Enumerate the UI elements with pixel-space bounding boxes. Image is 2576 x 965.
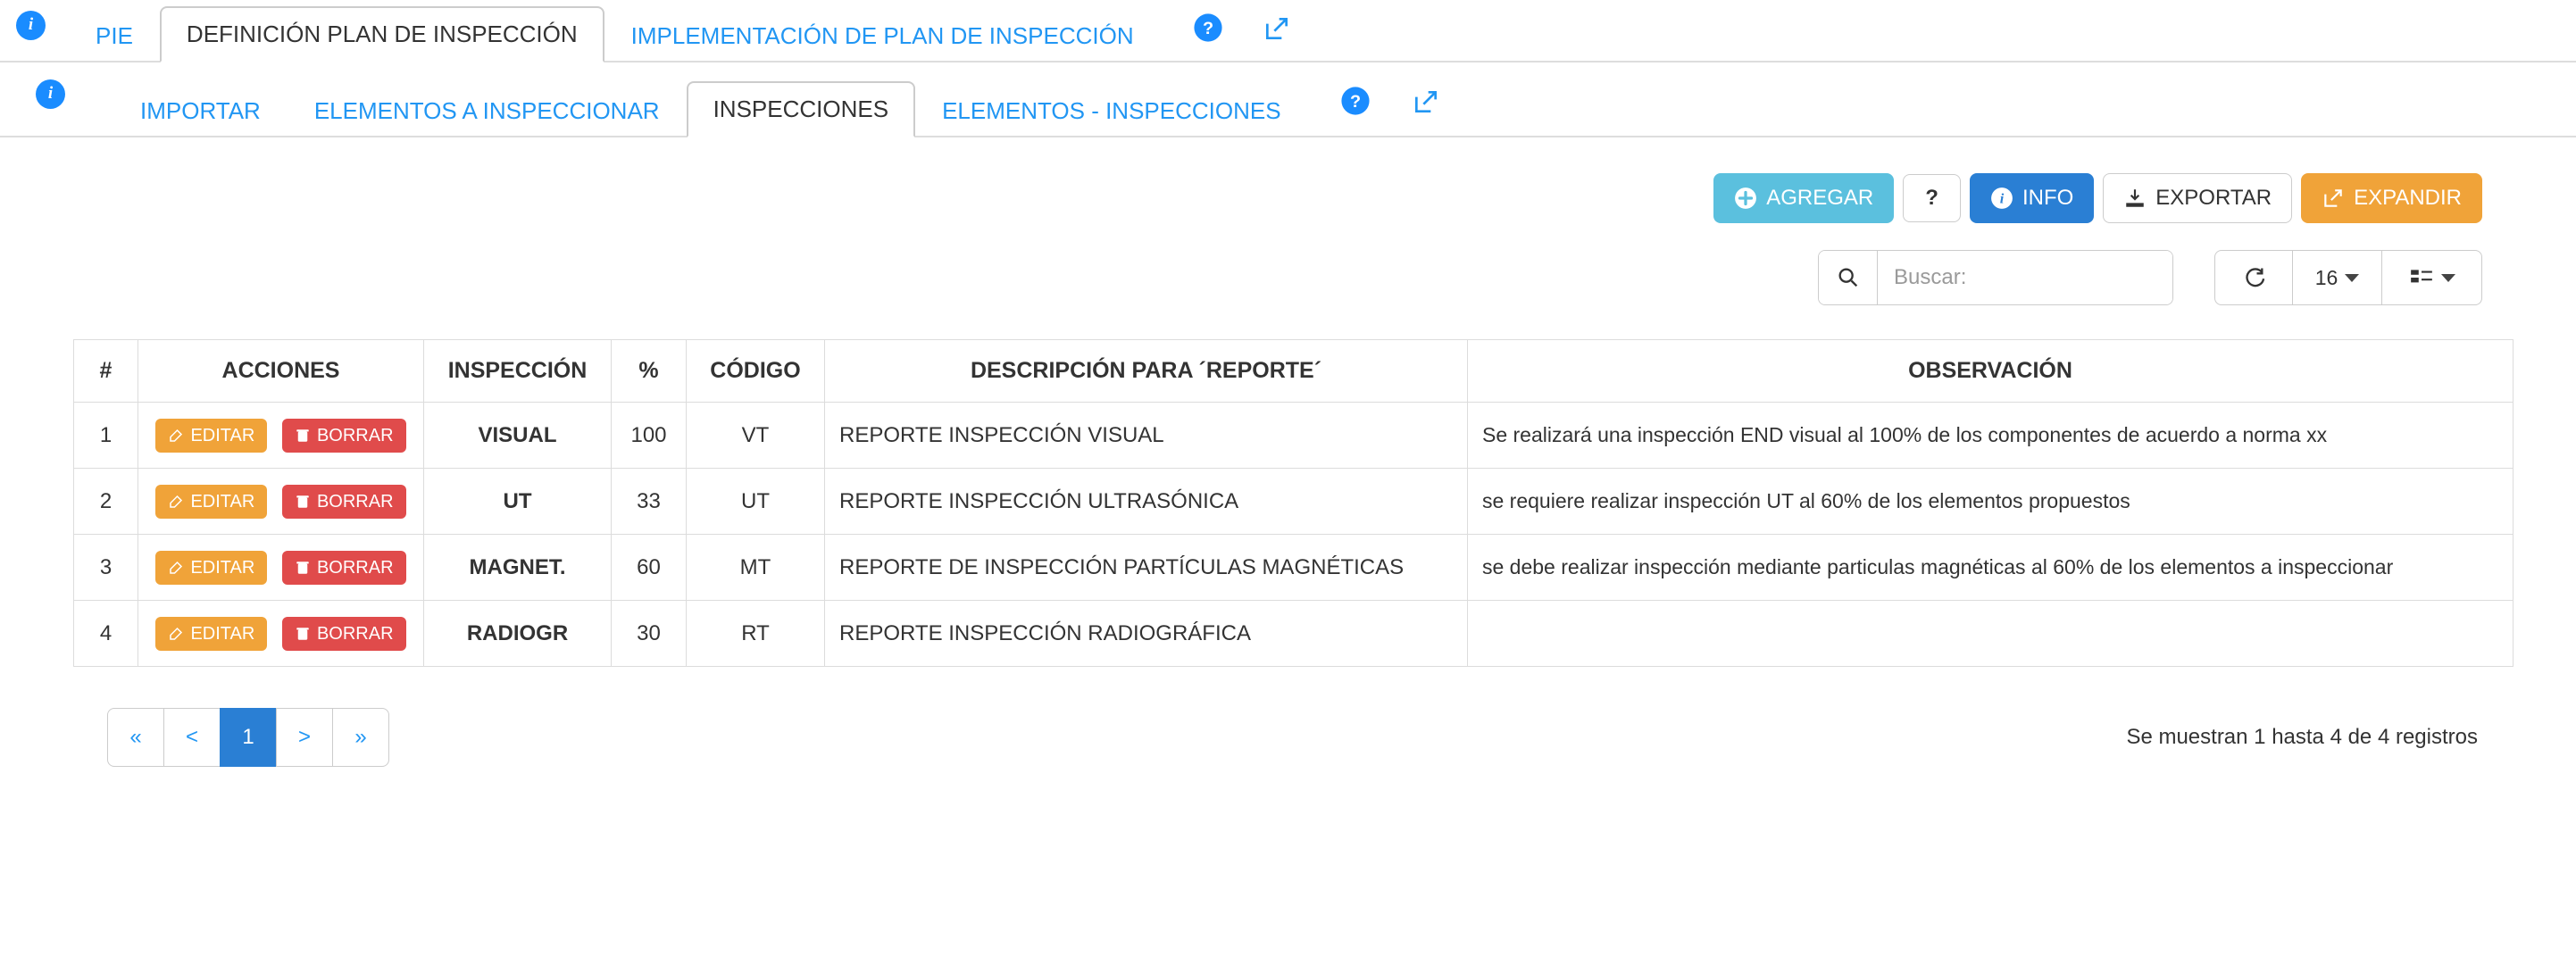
cell-inspeccion: MAGNET. (424, 535, 612, 601)
expand-button[interactable] (2301, 173, 2482, 223)
column-visibility-button[interactable] (2382, 250, 2482, 305)
page-size-select[interactable] (2293, 250, 2382, 305)
help-button[interactable] (1903, 174, 1961, 222)
svg-text:i: i (1999, 190, 2005, 207)
delete-button-label: BORRAR (316, 491, 394, 512)
info-button[interactable] (1970, 173, 2094, 223)
svg-text:?: ? (1349, 92, 1361, 112)
table-row (74, 469, 2513, 535)
page-size-value: 16 (2314, 265, 2338, 289)
expand-button-label: EXPANDIR (2354, 186, 2462, 210)
cell-inspeccion: RADIOGR (424, 601, 612, 667)
question-circle-icon (1193, 12, 1223, 43)
tab-elementos-a-inspeccionar[interactable]: ELEMENTOS A INSPECCIONAR (313, 96, 660, 124)
info-button-label: INFO (2022, 186, 2074, 210)
cell-codigo: RT (687, 601, 825, 667)
export-button-label: EXPORTAR (2155, 186, 2272, 210)
info-circle-icon[interactable]: i (36, 79, 65, 109)
cell-observacion (1468, 601, 2513, 667)
edit-button[interactable] (155, 419, 267, 453)
add-button[interactable] (1713, 173, 1894, 223)
question-circle-icon (1340, 86, 1371, 116)
export-icon (2123, 187, 2147, 210)
pencil-icon (168, 626, 184, 642)
secondary-external-link-button[interactable] (1403, 79, 1449, 125)
tab-definicion-plan-inspeccion[interactable]: DEFINICIÓN PLAN DE INSPECCIÓN (160, 6, 604, 62)
edit-button-label: EDITAR (190, 623, 255, 644)
info-circle-icon[interactable]: i (16, 11, 46, 40)
cell-observacion: Se realizará una inspección END visual al 100% de los componentes de acuerdo a norma xx (1468, 403, 2513, 469)
primary-info-badge-wrap (16, 0, 46, 61)
col-header-porcentaje[interactable]: % (612, 340, 687, 403)
cell-inspeccion: UT (424, 469, 612, 535)
chevron-down-icon (2441, 274, 2455, 282)
trash-icon (295, 626, 311, 642)
search-icon-button[interactable] (1819, 251, 1878, 304)
cell-actions (138, 535, 424, 601)
col-header-codigo[interactable]: CÓDIGO (687, 340, 825, 403)
tab-importar[interactable]: IMPORTAR (140, 96, 261, 124)
col-header-acciones[interactable]: ACCIONES (138, 340, 424, 403)
plus-circle-icon (1734, 187, 1757, 210)
primary-help-icon-wrap[interactable] (1184, 4, 1232, 52)
search-icon (1836, 265, 1861, 290)
table-header-row (74, 340, 2513, 403)
pagination-page-1[interactable]: 1 (220, 708, 277, 767)
table-body (74, 403, 2513, 667)
cell-num: 3 (74, 535, 138, 601)
chevron-down-icon (2345, 274, 2359, 282)
search-group (1818, 250, 2173, 305)
delete-button-label: BORRAR (316, 425, 394, 445)
cell-num: 4 (74, 601, 138, 667)
svg-text:?: ? (1202, 19, 1213, 39)
cell-observacion: se debe realizar inspección mediante particulas magnéticas al 60% de los elementos a inspeccionar (1468, 535, 2513, 601)
pagination-next[interactable]: > (276, 708, 333, 767)
cell-actions (138, 469, 424, 535)
delete-button[interactable] (282, 617, 406, 651)
pagination-first[interactable]: « (107, 708, 164, 767)
table-row (74, 535, 2513, 601)
action-toolbar (0, 137, 2576, 223)
edit-button-label: EDITAR (190, 491, 255, 512)
cell-descripcion: REPORTE DE INSPECCIÓN PARTÍCULAS MAGNÉTICAS (825, 535, 1468, 601)
cell-codigo: VT (687, 403, 825, 469)
columns-icon (2409, 266, 2434, 289)
delete-button-label: BORRAR (316, 557, 394, 578)
cell-num: 1 (74, 403, 138, 469)
trash-icon (295, 560, 311, 576)
record-count-label: Se muestran 1 hasta 4 de 4 registros (2126, 725, 2478, 749)
edit-button-label: EDITAR (190, 425, 255, 445)
cell-descripcion: REPORTE INSPECCIÓN VISUAL (825, 403, 1468, 469)
cell-porcentaje: 30 (612, 601, 687, 667)
pagination (107, 708, 389, 767)
delete-button-label: BORRAR (316, 623, 394, 644)
secondary-tab-bar (0, 62, 2576, 137)
add-button-label: AGREGAR (1766, 186, 1874, 210)
cell-codigo: UT (687, 469, 825, 535)
pagination-prev[interactable]: < (163, 708, 221, 767)
cell-porcentaje: 60 (612, 535, 687, 601)
tab-elementos-inspecciones[interactable]: ELEMENTOS - INSPECCIONES (942, 96, 1281, 124)
cell-porcentaje: 33 (612, 469, 687, 535)
refresh-icon (2241, 265, 2266, 290)
external-link-icon (1263, 14, 1291, 43)
inspections-table-wrap (0, 305, 2576, 667)
edit-button-label: EDITAR (190, 557, 255, 578)
secondary-info-badge-wrap (36, 62, 65, 136)
cell-actions (138, 601, 424, 667)
pencil-icon (168, 494, 184, 510)
search-toolbar (0, 223, 2576, 305)
cell-num: 2 (74, 469, 138, 535)
col-header-inspeccion[interactable]: INSPECCIÓN (424, 340, 612, 403)
tab-pie[interactable]: PIE (96, 21, 133, 49)
info-circle-icon (1990, 187, 2013, 210)
trash-icon (295, 428, 311, 444)
inspections-table (73, 339, 2513, 667)
cell-porcentaje: 100 (612, 403, 687, 469)
col-header-descripcion[interactable]: DESCRIPCIÓN PARA ´REPORTE´ (825, 340, 1468, 403)
trash-icon (295, 494, 311, 510)
external-link-icon (2322, 187, 2345, 210)
cell-descripcion: REPORTE INSPECCIÓN RADIOGRÁFICA (825, 601, 1468, 667)
tab-inspecciones[interactable]: INSPECCIONES (687, 81, 916, 137)
help-button-label: ? (1925, 186, 1938, 210)
tab-implementacion-plan-inspeccion[interactable]: IMPLEMENTACIÓN DE PLAN DE INSPECCIÓN (630, 21, 1134, 49)
export-button[interactable] (2103, 173, 2292, 223)
cell-observacion: se requiere realizar inspección UT al 60% de los elementos propuestos (1468, 469, 2513, 535)
pagination-last[interactable]: » (332, 708, 389, 767)
cell-codigo: MT (687, 535, 825, 601)
edit-button[interactable] (155, 617, 267, 651)
cell-actions (138, 403, 424, 469)
primary-tab-bar (0, 0, 2576, 62)
table-controls (2214, 250, 2482, 305)
delete-button[interactable] (282, 485, 406, 519)
pencil-icon (168, 560, 184, 576)
edit-button[interactable] (155, 551, 267, 585)
pencil-icon (168, 428, 184, 444)
table-footer (0, 667, 2576, 767)
primary-external-link-button[interactable] (1254, 5, 1300, 52)
refresh-button[interactable] (2214, 250, 2293, 305)
cell-inspeccion: VISUAL (424, 403, 612, 469)
table-header (74, 340, 2513, 403)
delete-button[interactable] (282, 419, 406, 453)
table-row (74, 403, 2513, 469)
edit-button[interactable] (155, 485, 267, 519)
secondary-help-icon-wrap[interactable] (1331, 77, 1380, 125)
col-header-observacion[interactable]: OBSERVACIÓN (1468, 340, 2513, 403)
table-row (74, 601, 2513, 667)
search-input[interactable] (1878, 251, 2172, 304)
delete-button[interactable] (282, 551, 406, 585)
external-link-icon (1412, 87, 1440, 116)
col-header-num[interactable]: # (74, 340, 138, 403)
cell-descripcion: REPORTE INSPECCIÓN ULTRASÓNICA (825, 469, 1468, 535)
